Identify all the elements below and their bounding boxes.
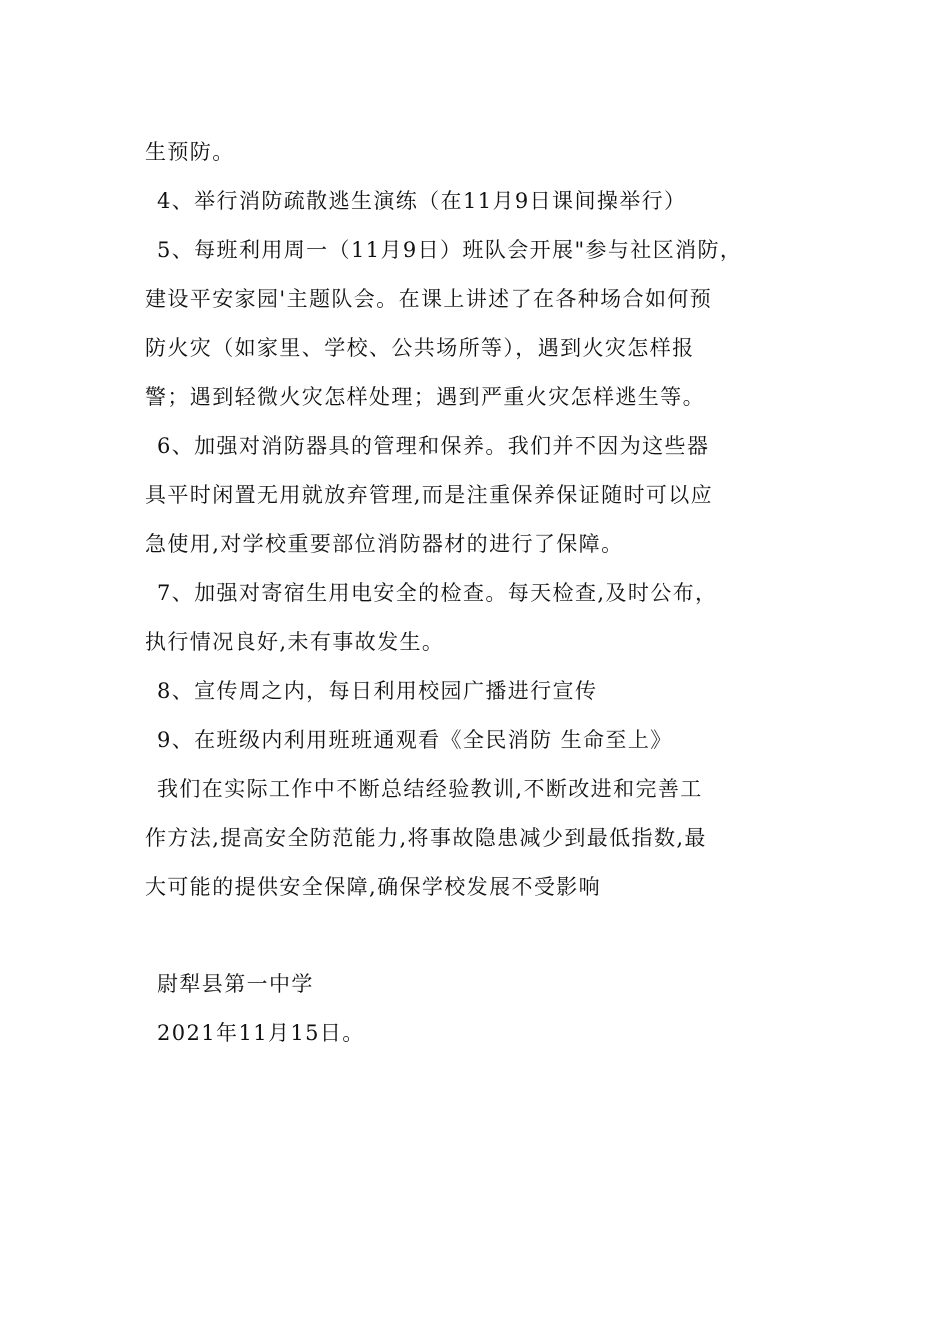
list-item-5: 5、每班利用周一（11月9日）班队会开展"参与社区消防， [157, 238, 743, 262]
text-line: 执行情况良好,未有事故发生。 [145, 630, 445, 654]
list-item-7: 7、加强对寄宿生用电安全的检查。每天检查,及时公布， [157, 581, 718, 605]
text-line: 急使用,对学校重要部位消防器材的进行了保障。 [145, 532, 624, 556]
text-line: 建设平安家园'主题队会。在课上讲述了在各种场合如何预 [145, 287, 713, 311]
list-item-4: 4、举行消防疏散逃生演练（在11月9日课间操举行） [157, 189, 687, 213]
summary-paragraph-start: 我们在实际工作中不断总结经验教训,不断改进和完善工 [157, 777, 703, 801]
signature-date: 2021年11月15日。 [157, 1021, 365, 1045]
spacer [145, 912, 815, 960]
list-item-8: 8、宣传周之内，每日利用校园广播进行宣传 [157, 679, 598, 703]
text-line: 大可能的提供安全保障,确保学校发展不受影响 [145, 875, 602, 899]
text-line: 防火灾（如家里、学校、公共场所等），遇到火灾怎样报 [145, 336, 695, 360]
list-item-9: 9、在班级内利用班班通观看《全民消防 生命至上》 [157, 728, 673, 752]
list-item-6: 6、加强对消防器具的管理和保养。我们并不因为这些器 [157, 434, 710, 458]
text-line: 具平时闲置无用就放弃管理,而是注重保养保证随时可以应 [145, 483, 714, 507]
text-line: 警；遇到轻微火灾怎样处理；遇到严重火灾怎样逃生等。 [145, 385, 705, 409]
text-line: 生预防。 [145, 140, 235, 164]
text-line: 作方法,提高安全防范能力,将事故隐患减少到最低指数,最 [145, 826, 707, 850]
document-body [145, 128, 815, 1058]
signature-org: 尉犁县第一中学 [157, 972, 314, 996]
